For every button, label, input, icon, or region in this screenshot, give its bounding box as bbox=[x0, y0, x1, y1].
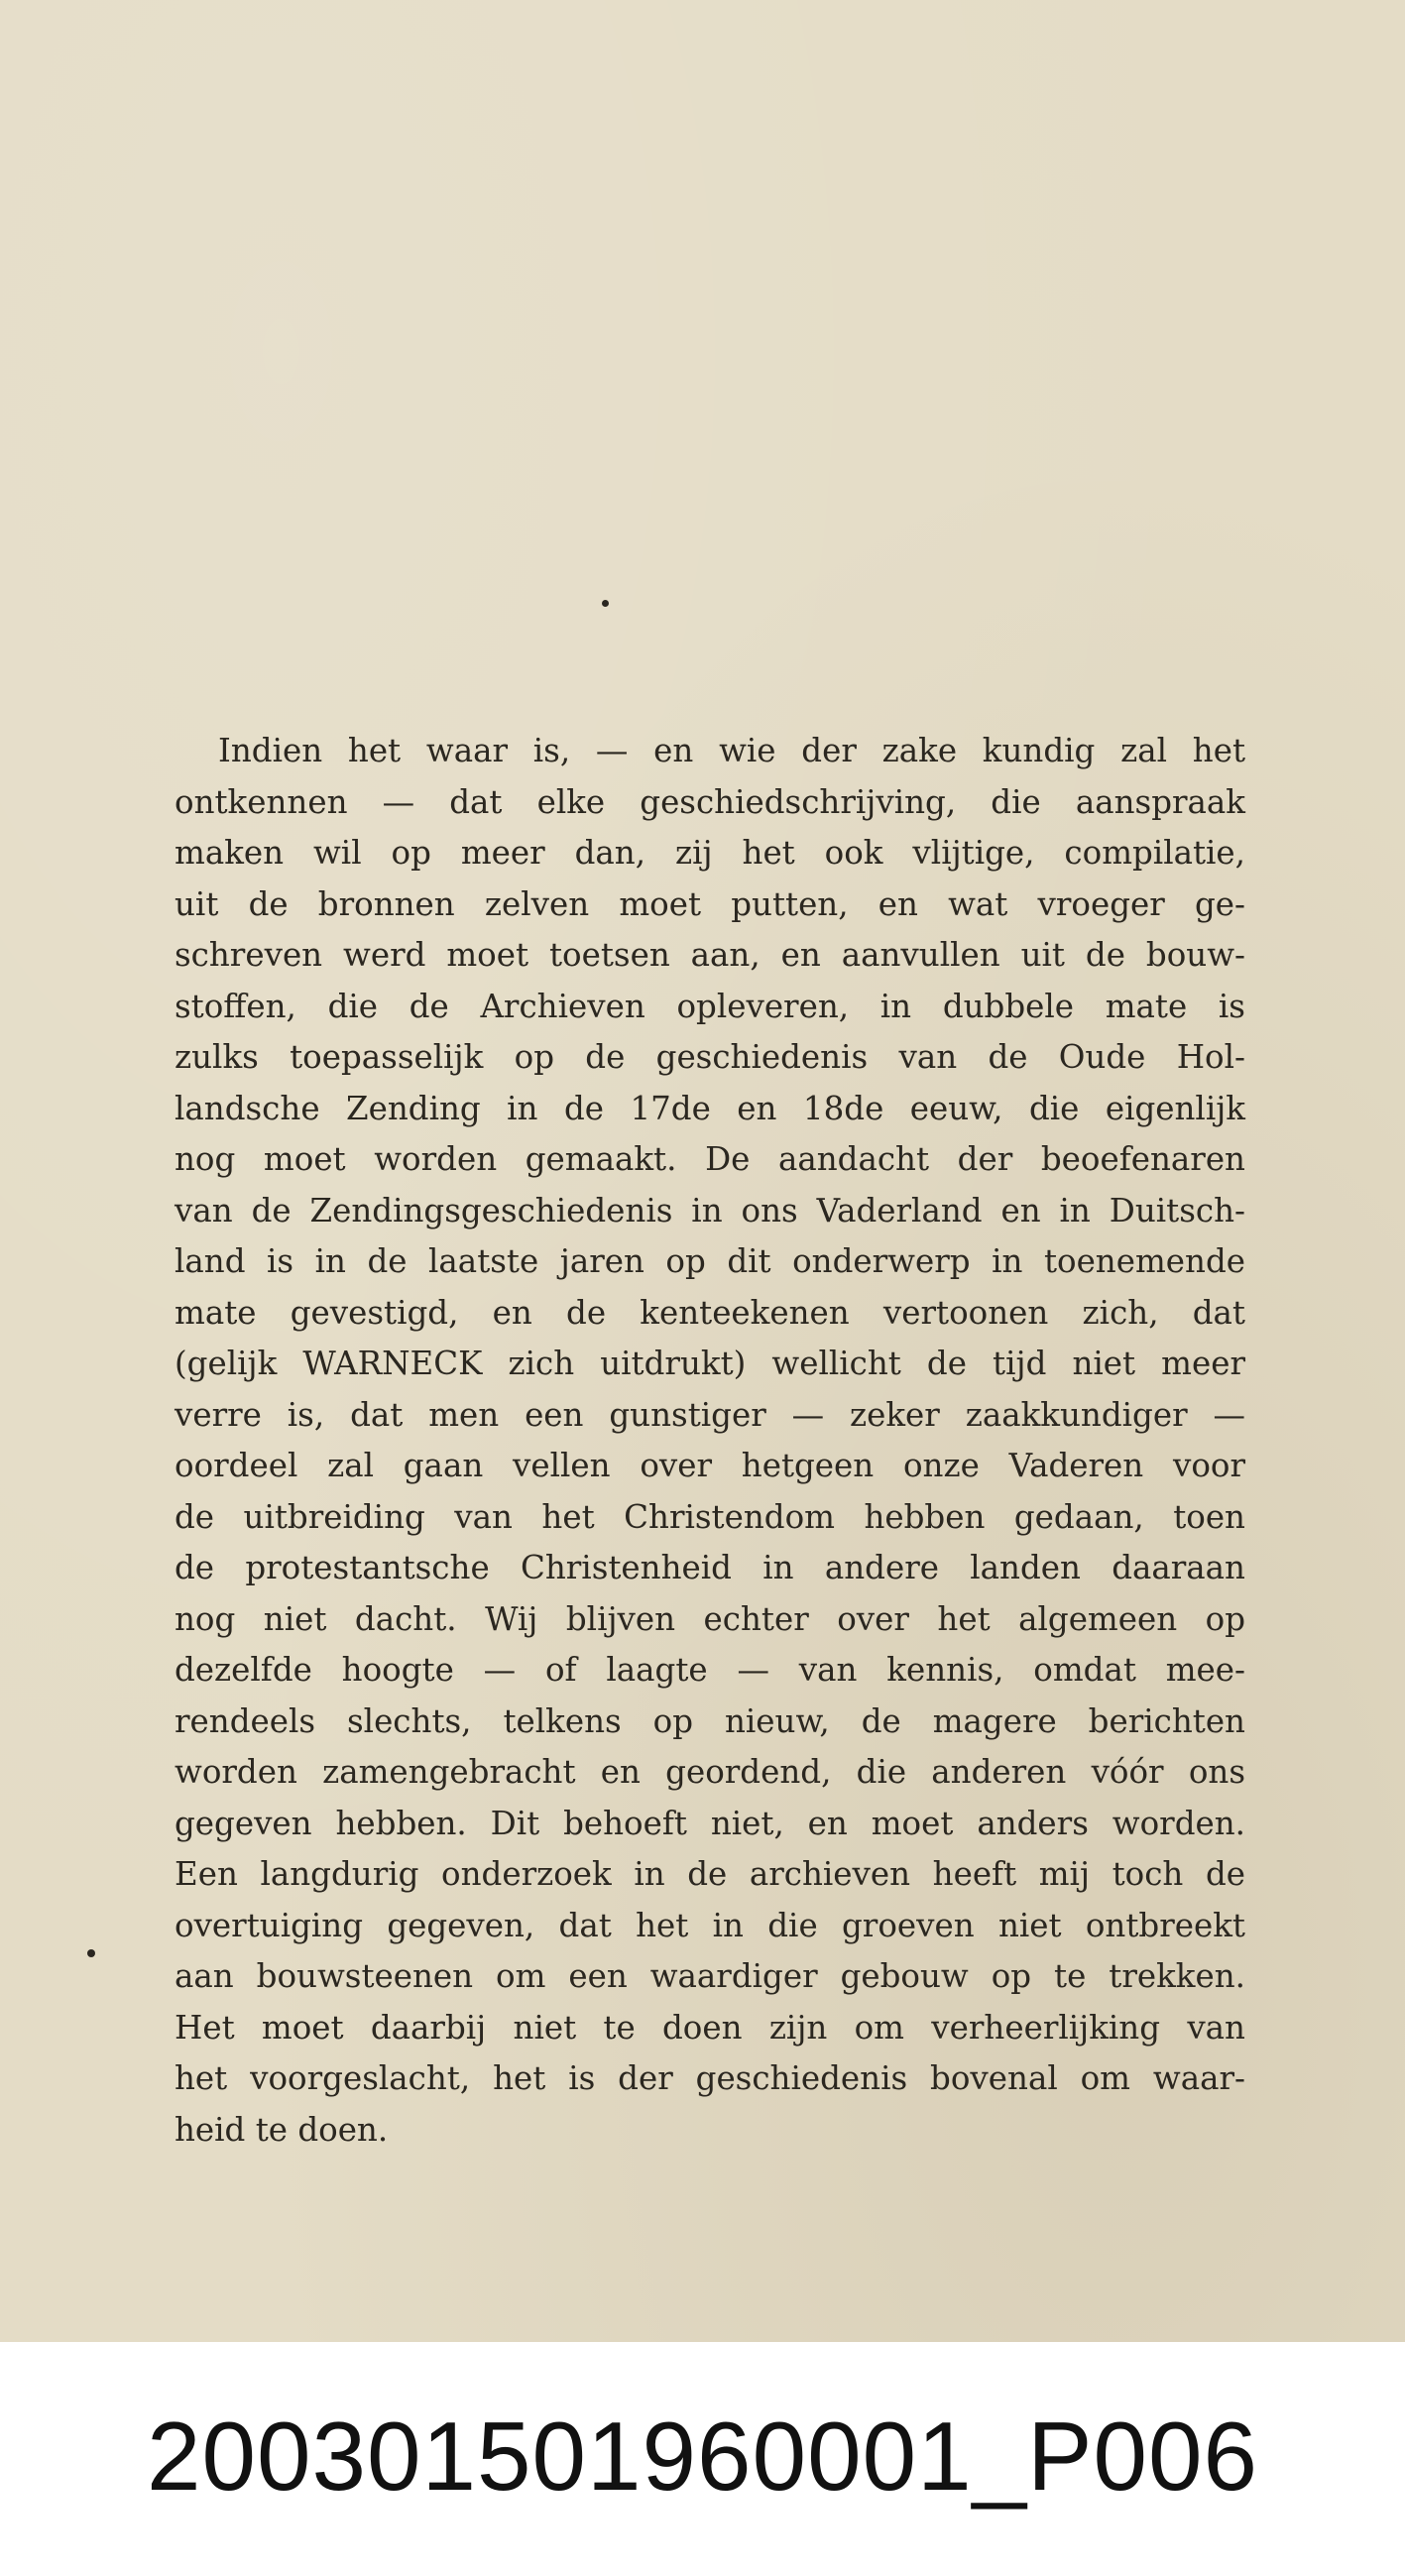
text-line: de protestantsche Christenheid in andere landen daaraan bbox=[175, 1549, 1245, 1586]
text-line: Indien het waar is, — en wie der zake kundig zal het bbox=[218, 732, 1245, 769]
text-line: maken wil op meer dan, zij het ook vlijtige, compilatie, bbox=[175, 834, 1245, 872]
text-line: rendeels slechts, telkens op nieuw, de magere berichten bbox=[175, 1701, 1245, 1740]
text-line: land is in de laatste jaren op dit onderwerp in toenemende bbox=[175, 1242, 1245, 1280]
text-line: mate gevestigd, en de kenteekenen vertoonen zich, dat bbox=[175, 1293, 1245, 1332]
text-line: gegeven hebben. Dit behoeft niet, en moet anders worden. bbox=[175, 1804, 1245, 1842]
text-line: Het moet daarbij niet te doen zijn om verheerlijking van bbox=[175, 2008, 1245, 2047]
text-line: overtuiging gegeven, dat het in die groeven niet ontbreekt bbox=[175, 1906, 1245, 1944]
text-line: stoffen, die de Archieven opleveren, in dubbele mate is bbox=[175, 987, 1245, 1025]
text-line: oordeel zal gaan vellen over hetgeen onze Vaderen voor bbox=[175, 1447, 1245, 1484]
text-line: aan bouwsteenen om een waardiger gebouw op te trekken. bbox=[175, 1957, 1245, 1995]
text-line: nog moet worden gemaakt. De aandacht der beoefenaren bbox=[175, 1140, 1245, 1178]
text-line: nog niet dacht. Wij blijven echter over het algemeen op bbox=[175, 1599, 1245, 1638]
text-line: het voorgeslacht, het is der geschiedenis bovenal om waar- bbox=[175, 2059, 1245, 2097]
text-line: schreven werd moet toetsen aan, en aanvullen uit de bouw- bbox=[175, 936, 1245, 974]
text-line: heid te doen. bbox=[175, 2110, 389, 2149]
text-line: ontkennen — dat elke geschiedschrijving, die aanspraak bbox=[175, 782, 1245, 821]
text-line: dezelfde hoogte — of laagte — van kennis, omdat mee- bbox=[175, 1651, 1245, 1689]
scan-footer bbox=[0, 2342, 1405, 2576]
text-line: zulks toepasselijk op de geschiedenis van de Oude Hol- bbox=[175, 1038, 1245, 1076]
text-line: Een langdurig onderzoek in de archieven heeft mij toch de bbox=[175, 1855, 1245, 1893]
text-line: verre is, dat men een gunstiger — zeker zaakkundiger — bbox=[175, 1395, 1245, 1434]
text-line: (gelijk WARNECK zich uitdrukt) wellicht de tijd niet meer bbox=[175, 1345, 1245, 1382]
text-line: de uitbreiding van het Christendom hebben gedaan, toen bbox=[175, 1497, 1245, 1536]
text-line: uit de bronnen zelven moet putten, en wat vroeger ge- bbox=[175, 884, 1245, 923]
text-line: landsche Zending in de 17de en 18de eeuw, die eigenlijk bbox=[175, 1089, 1245, 1127]
margin-speck bbox=[87, 1949, 95, 1957]
ornament-dot bbox=[602, 600, 609, 607]
text-line: worden zamengebracht en geordend, die anderen vóór ons bbox=[175, 1753, 1245, 1791]
text-line: van de Zendingsgeschiedenis in ons Vaderland en in Duitsch- bbox=[175, 1191, 1245, 1229]
body-paragraph bbox=[175, 726, 1245, 2156]
scan-identifier: 200301501960001_P006 bbox=[147, 2401, 1258, 2511]
